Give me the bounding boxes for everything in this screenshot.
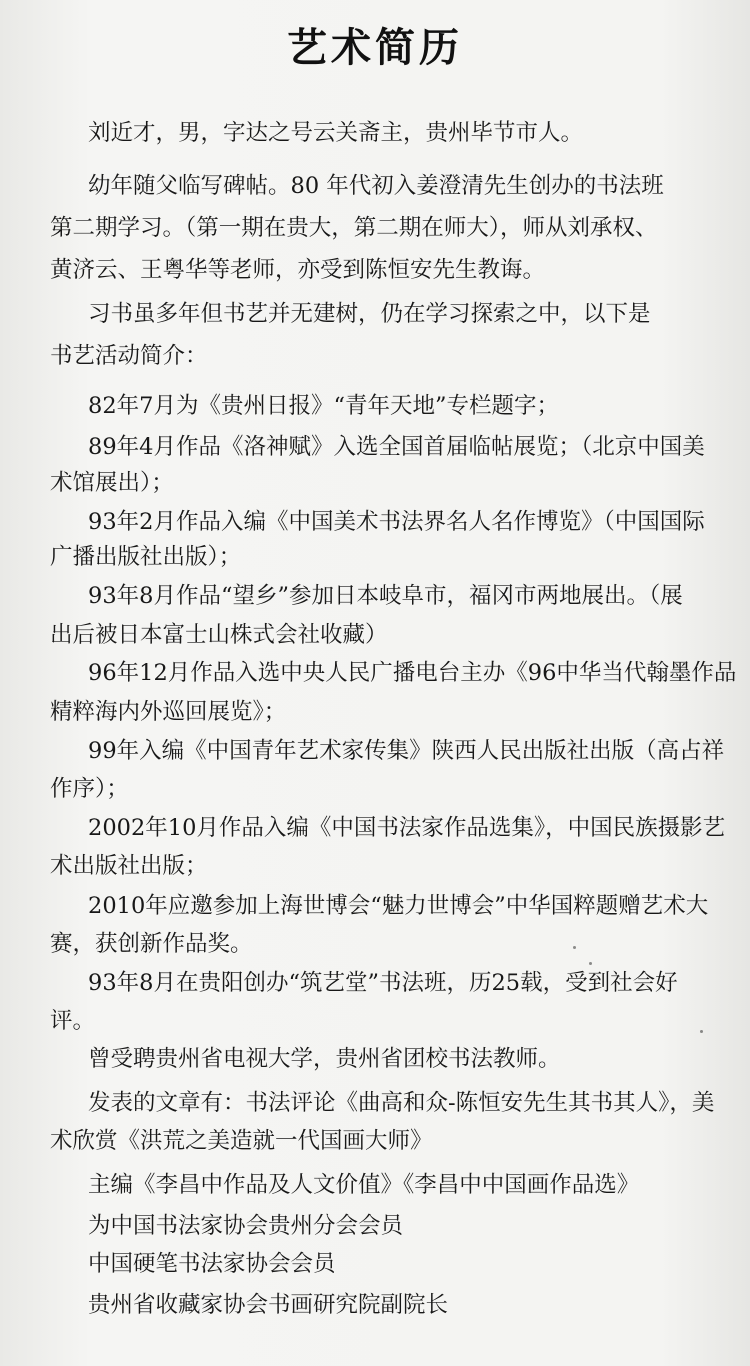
document-title: 艺术简历 bbox=[287, 24, 463, 71]
text-line: 93年8月在贵阳创办“筑艺堂”书法班，历25载，受到社会好 bbox=[88, 970, 678, 996]
text-line: 作序）； bbox=[50, 776, 129, 802]
text-line: 曾受聘贵州省电视大学，贵州省团校书法教师。 bbox=[88, 1046, 561, 1072]
text-line: 发表的文章有：书法评论《曲高和众-陈恒安先生其书其人》，美 bbox=[88, 1090, 715, 1116]
text-line: 中国硬笔书法家协会会员 bbox=[88, 1251, 336, 1277]
text-line: 99年入编《中国青年艺术家传集》陕西人民出版社出版（高占祥 bbox=[88, 738, 725, 764]
text-line: 出后被日本富士山株式会社收藏） bbox=[50, 622, 388, 648]
text-line: 习书虽多年但书艺并无建树，仍在学习探索之中，以下是 bbox=[88, 301, 651, 327]
text-line: 为中国书法家协会贵州分会会员 bbox=[88, 1213, 404, 1239]
paper-speck bbox=[700, 1030, 703, 1033]
text-line: 2002年10月作品入编《中国书法家作品选集》，中国民族摄影艺 bbox=[88, 815, 726, 841]
paper-speck bbox=[589, 962, 592, 965]
text-line: 第二期学习。（第一期在贵大，第二期在师大），师从刘承权、 bbox=[50, 215, 658, 241]
text-line: 93年2月作品入编《中国美术书法界名人名作博览》（中国国际 bbox=[88, 509, 705, 535]
text-line: 96年12月作品入选中央人民广播电台主办《96中华当代翰墨作品 bbox=[88, 660, 737, 686]
text-line: 评。 bbox=[50, 1008, 96, 1034]
text-line: 术馆展出）； bbox=[50, 470, 174, 496]
text-line: 82年7月为《贵州日报》“青年天地”专栏题字； bbox=[88, 393, 559, 419]
text-line: 幼年随父临写碑帖。80 年代初入姜澄清先生创办的书法班 bbox=[88, 173, 664, 199]
text-line: 贵州省收藏家协会书画研究院副院长 bbox=[88, 1292, 449, 1318]
text-line: 93年8月作品“望乡”参加日本岐阜市，福冈市两地展出。（展 bbox=[88, 583, 683, 609]
text-line: 89年4月作品《洛神赋》入选全国首届临帖展览；（北京中国美 bbox=[88, 434, 705, 460]
text-line: 精粹海内外巡回展览》； bbox=[50, 699, 287, 725]
text-line: 2010年应邀参加上海世博会“魅力世博会”中华国粹题赠艺术大 bbox=[88, 893, 709, 919]
text-line: 书艺活动简介： bbox=[50, 343, 208, 369]
text-line: 主编《李昌中作品及人文价值》《李昌中中国画作品选》 bbox=[88, 1172, 640, 1198]
text-line: 术欣赏《洪荒之美造就一代国画大师》 bbox=[50, 1128, 433, 1154]
text-line: 黄济云、王粤华等老师，亦受到陈恒安先生教诲。 bbox=[50, 257, 546, 283]
paper-speck bbox=[573, 946, 576, 949]
text-line: 广播出版社出版）； bbox=[50, 544, 242, 570]
text-line: 赛，获创新作品奖。 bbox=[50, 931, 253, 957]
text-line: 术出版社出版； bbox=[50, 853, 208, 879]
text-line: 刘近才，男，字达之号云关斋主，贵州毕节市人。 bbox=[88, 120, 584, 146]
